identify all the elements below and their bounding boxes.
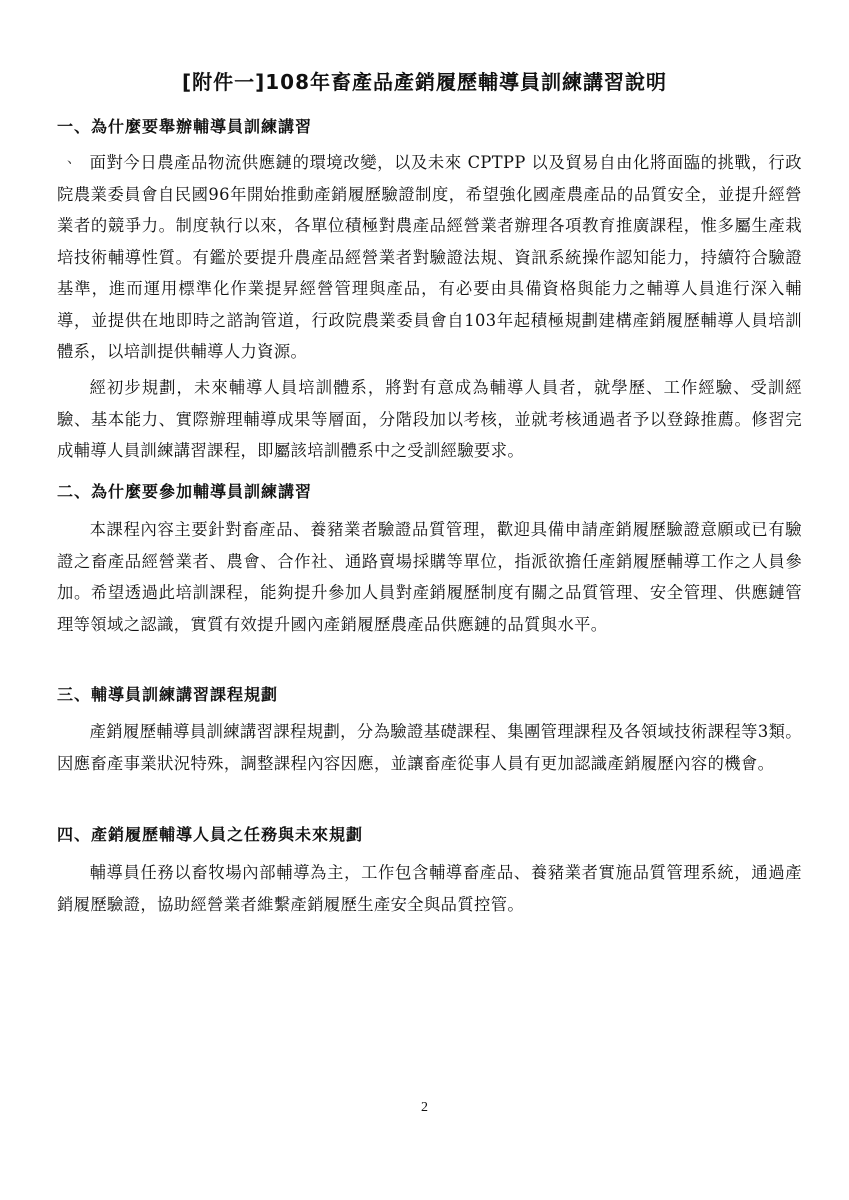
section-heading-1: 一、為什麼要舉辦輔導員訓練講習 [57, 117, 313, 136]
document-title: [附件一]108年畜產品產銷履歷輔導員訓練講習說明 [181, 70, 668, 94]
section-4-paragraph-1: 輔導員任務以畜牧場內部輔導為主，工作包含輔導畜產品、養豬業者實施品質管理系統，通過產銷履歷驗證，協助經營業者維繫產銷履歷生產安全與品質控管。 [57, 863, 802, 914]
section-1-paragraph-2: 經初步規劃，未來輔導人員培訓體系，將對有意成為輔導人員者，就學歷、工作經驗、受訓經驗、基本能力、實際辦理輔導成果等層面，分階段加以考核，並就考核通過者予以登錄推薦。修習完成輔導人員訓練講習課程，即屬該培訓體系中之受訓經驗要求。 [57, 378, 802, 460]
section-heading-2: 二、為什麼要參加輔導員訓練講習 [57, 482, 313, 501]
section-3-paragraph-1: 產銷履歷輔導員訓練講習課程規劃，分為驗證基礎課程、集團管理課程及各領域技術課程等3類。因應畜產事業狀況特殊，調整課程內容因應，並讓畜產從事人員有更加認識產銷履歷內容的機會。 [57, 722, 802, 773]
section-heading-4: 四、產銷履歷輔導人員之任務與未來規劃 [57, 825, 364, 844]
section-1-paragraph-1: 面對今日農產品物流供應鏈的環境改變，以及未來 CPTPP 以及貿易自由化將面臨的挑戰，行政院農業委員會自民國96年開始推動產銷履歷驗證制度，希望強化國產農產品的品質安全，並提升經營業者的競爭力。制度執行以來，各單位積極對農產品經營業者辦理各項教育推廣課程，惟多屬生產栽培技術輔導性質。有鑑於要提升農產品經營業者對驗證法規、資訊系統操作認知能力，持續符合驗證基準，進而運用標準化作業提昇經營管理與產品，有必要由具備資格與能力之輔導人員進行深入輔導，並提供在地即時之諮詢管道，行政院農業委員會自103年起積極規劃建構產銷履歷輔導人員培訓體系，以培訓提供輔導人力資源。 [57, 153, 802, 361]
page-number: 2 [421, 1100, 428, 1115]
section-2-paragraph-1: 本課程內容主要針對畜產品、養豬業者驗證品質管理，歡迎具備申請產銷履歷驗證意願或已有驗證之畜產品經營業者、農會、合作社、通路賣場採購等單位，指派欲擔任產銷履歷輔導工作之人員參加。希望透過此培訓課程，能夠提升參加人員對產銷履歷制度有關之品質管理、安全管理、供應鏈管理等領域之認識，實質有效提升國內產銷履歷農產品供應鏈的品質與水平。 [57, 520, 802, 634]
stray-punctuation-mark: 、 [67, 151, 81, 167]
section-heading-3: 三、輔導員訓練講習課程規劃 [57, 685, 279, 704]
